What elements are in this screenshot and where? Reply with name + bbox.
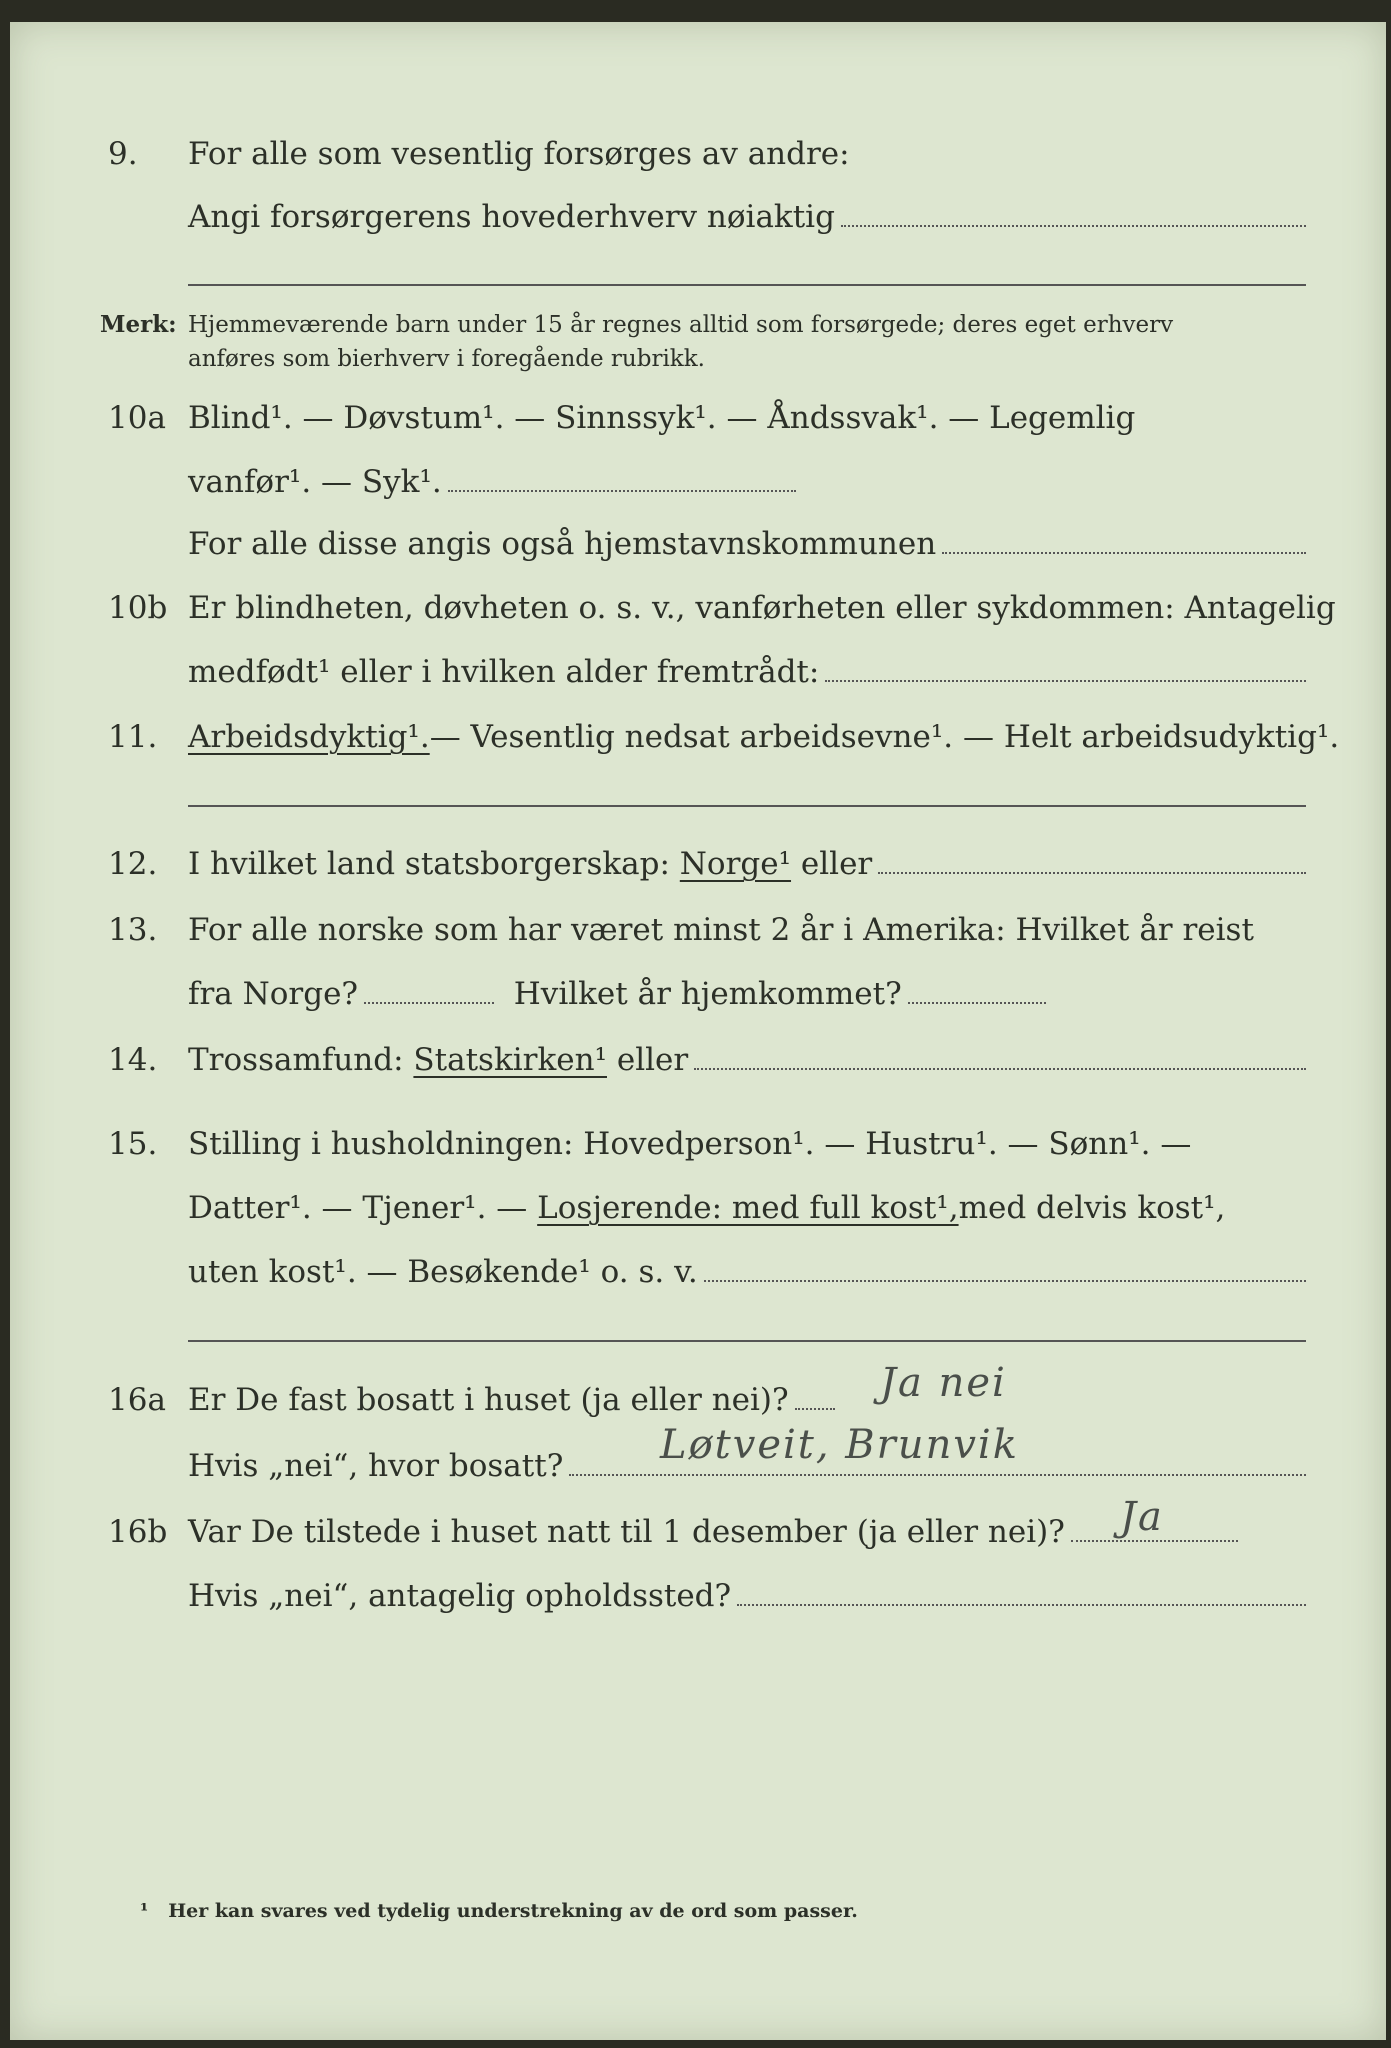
q13-text2a: fra Norge? [188,976,359,1012]
q10b-answer-field[interactable] [825,654,1306,682]
q13-line1 [10,910,1386,950]
q9-number: 9. [108,136,138,172]
q16b-text2: Hvis „nei“, antagelig opholdssted? [188,1578,732,1614]
census-form-page [10,22,1386,2040]
q13-number: 13. [108,912,158,948]
q10a-line2 [10,462,1386,502]
q10a-line1 [10,398,1386,438]
q9-answer-field[interactable] [841,199,1306,227]
q16b-handwritten-answer: Ja [1120,1494,1164,1540]
q11-number: 11. [108,719,158,755]
q13-year-return-field[interactable] [908,976,1046,1004]
q16b-where-field[interactable] [737,1578,1306,1606]
q10b-text2: medfødt¹ eller i hvilken alder fremtrådt: [188,654,820,690]
q10a-line3 [10,524,1386,564]
q16a-number: 16a [108,1382,166,1418]
q10a-answer-field[interactable] [448,464,796,492]
q10b-line2 [10,652,1386,692]
q16b-text1: Var De tilstede i huset natt til 1 desember (ja eller nei)? [188,1514,1065,1550]
q16b-number: 16b [108,1514,168,1550]
q16a-text1: Er De fast bosatt i huset (ja eller nei)? [188,1382,789,1418]
q16a-handwritten-where: Løtveit, Brunvik [660,1422,1019,1468]
q16a-text2: Hvis „nei“, hvor bosatt? [188,1448,564,1484]
footnote: ¹ Her kan svares ved tydelig understrekning av de ord som passer. [140,1900,858,1922]
q10a-number: 10a [108,400,166,436]
q10b-number: 10b [108,590,168,626]
q12-option-norge[interactable]: Norge¹ [679,846,792,882]
q15-answer-field[interactable] [704,1254,1306,1282]
q15-line1 [10,1124,1386,1164]
q15-text2c: med delvis kost¹, [958,1190,1226,1226]
q9-line2 [10,197,1386,237]
q11-answer-line [188,805,1306,807]
q15-text1: Stilling i husholdningen: Hovedperson¹. — Hustru¹. — Sønn¹. — [188,1126,1192,1162]
q16b-line1 [10,1512,1386,1552]
q14-text: Trossamfund: [188,1042,404,1078]
q16b-line2 [10,1576,1386,1616]
q11-text-rest: — Vesentlig nedsat arbeidsevne¹. — Helt arbeidsudyktig¹. [429,719,1340,755]
q9-answer-line [188,284,1306,286]
q12-answer-field[interactable] [878,846,1306,874]
q14-option-statskirken[interactable]: Statskirken¹ [413,1042,607,1078]
q15-number: 15. [108,1126,158,1162]
q10a-text2: vanfør¹. — Syk¹. [188,464,442,500]
q10a-home-field[interactable] [942,526,1306,554]
q9-text1: For alle som vesentlig forsørges av andre: [188,136,850,172]
merk-text: Hjemmeværende barn under 15 år regnes alltid som forsørgede; deres eget erhverv anføres som bierhverv i foregående rubrikk. [188,312,1174,372]
q13-text1: For alle norske som har været minst 2 år i Amerika: Hvilket år reist [188,912,1254,948]
q10b-text1: Er blindheten, døvheten o. s. v., vanførheten eller sykdommen: Antagelig [188,590,1336,626]
q14-number: 14. [108,1042,158,1078]
q12-eller: eller [800,846,873,882]
q13-line2 [10,974,1386,1014]
q16a-answer-field[interactable] [795,1382,835,1410]
q15-answer-line [188,1340,1306,1342]
q9-text2: Angi forsørgerens hovederhverv nøiaktig [188,199,835,235]
q10a-text3: For alle disse angis også hjemstavnskommunen [188,526,937,562]
q11-line [10,717,1386,757]
q12-number: 12. [108,846,158,882]
q16a-line1 [10,1380,1386,1420]
q15-option-losjerende[interactable]: Losjerende: med full kost¹, [537,1190,959,1226]
q15-text2a: Datter¹. — Tjener¹. — [188,1190,528,1226]
q13-year-left-field[interactable] [364,976,494,1004]
q11-option-arbeidsdyktig[interactable]: Arbeidsdyktig¹. [188,719,430,755]
q9-line1 [10,134,1386,174]
q15-text3: uten kost¹. — Besøkende¹ o. s. v. [188,1254,698,1290]
q14-answer-field[interactable] [694,1042,1306,1070]
q16a-handwritten-answer: Ja nei [880,1360,1007,1406]
q14-line [10,1040,1386,1080]
q10b-line1 [10,588,1386,628]
q10a-text1: Blind¹. — Døvstum¹. — Sinnssyk¹. — Åndssvak¹. — Legemlig [188,400,1136,436]
q15-line2 [10,1188,1386,1228]
q13-text2b: Hvilket år hjemkommet? [513,976,902,1012]
q12-line [10,844,1386,884]
q12-text: I hvilket land statsborgerskap: [188,846,670,882]
merk-label: Merk: [100,311,177,338]
q14-eller: eller [616,1042,689,1078]
q15-line3 [10,1252,1386,1292]
